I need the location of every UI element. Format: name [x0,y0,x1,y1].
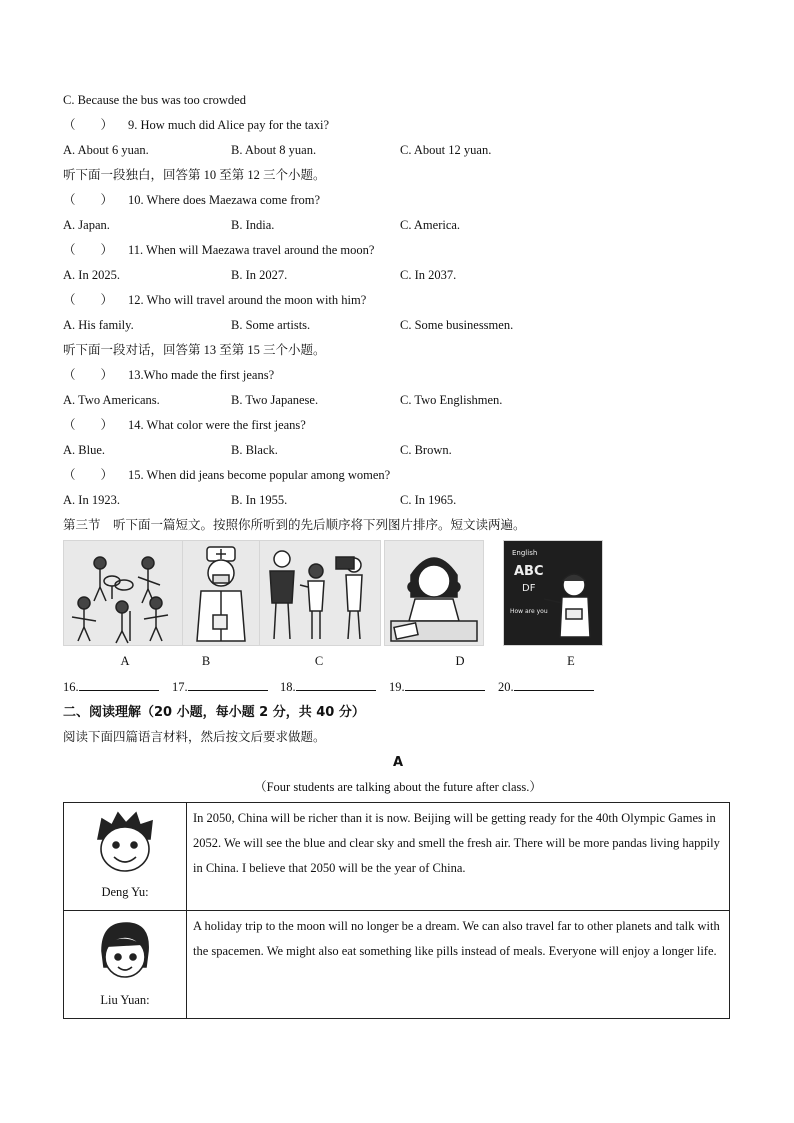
student-row [64,803,730,911]
blank-number: 18. [280,680,296,694]
option-b: B. In 1955. [231,493,288,507]
blank-number: 20. [498,680,514,694]
question-text: 9. How much did Alice pay for the taxi? [128,118,329,132]
interview-illustration [260,541,380,645]
students-table [63,802,730,1019]
picture-b-doctor [182,540,260,646]
blank-line[interactable] [79,676,159,691]
picture-label-d: D [455,654,465,668]
option-c: C. Brown. [400,443,452,457]
blank-number: 19. [389,680,405,694]
option-c: C. Two Englishmen. [400,393,503,407]
question-text: 15. When did jeans become popular among women? [128,468,391,482]
question-text: 12. Who will travel around the moon with him? [128,293,367,307]
blank-line[interactable] [514,676,594,691]
option-a: A. Japan. [63,218,110,232]
question-12 [63,288,733,313]
band-illustration [64,541,182,645]
option-c: C. Some businessmen. [400,318,514,332]
picture-c-interview [259,540,381,646]
student-cell [64,911,187,1019]
question-text: 13.Who made the first jeans? [128,368,275,382]
listening-instruction-2: 听下面一段对话，回答第 13 至第 15 三个小题。 [63,343,326,357]
board-word-greeting: How are you [510,608,548,615]
option-a: A. About 6 yuan. [63,143,149,157]
option-a: A. Two Americans. [63,393,160,407]
answer-paren[interactable]: （ ） [63,118,114,132]
option-b: B. Some artists. [231,318,311,332]
part-2-heading: 二、阅读理解（20 小题，每小题 2 分，共 40 分） [63,705,365,720]
question-text: 11. When will Maezawa travel around the moon? [128,243,375,257]
blackboard-illustration [504,541,602,645]
blank-line[interactable] [296,676,376,691]
doctor-illustration [183,541,259,645]
picture-label-b: B [201,654,211,668]
exam-page [63,88,733,1019]
question-9-options [63,138,733,163]
board-word-abc: ABC [514,564,544,579]
option-b: B. In 2027. [231,268,288,282]
picture-strip [63,540,733,648]
part-2-instruction: 阅读下面四篇语言材料，然后按文后要求做题。 [63,730,326,744]
question-11-options [63,263,733,288]
question-9 [63,113,733,138]
blank-17[interactable] [172,674,268,700]
picture-e-teacher-blackboard [503,540,603,646]
student-name: Deng Yu: [101,885,149,899]
question-text: 14. What color were the first jeans? [128,418,306,432]
student-cell [64,803,187,911]
question-14 [63,413,733,438]
picture-label-c: C [314,654,324,668]
question-11 [63,238,733,263]
option-b: B. India. [231,218,275,232]
question-15-options [63,488,733,513]
option-a: A. In 2025. [63,268,120,282]
question-10-options [63,213,733,238]
student-name: Liu Yuan: [100,993,150,1007]
answer-paren[interactable]: （ ） [63,193,114,207]
answer-paren[interactable]: （ ） [63,368,114,382]
option-c: C. America. [400,218,461,232]
option-a: A. In 1923. [63,493,120,507]
option-b: B. About 8 yuan. [231,143,317,157]
answer-paren[interactable]: （ ） [63,468,114,482]
question-10 [63,188,733,213]
q8-option-c: C. Because the bus was too crowded [63,93,246,107]
student-statement: A holiday trip to the moon will no longer be a dream. We can also travel far to other planets and talk with the spacemen. We might also eat something like pills instead of meals. Everyone will enjoy a longer life. [187,911,730,1019]
question-13 [63,363,733,388]
option-c: C. About 12 yuan. [400,143,492,157]
question-text: 10. Where does Maezawa come from? [128,193,321,207]
picture-labels [63,648,733,674]
section-3-instruction: 第三节 听下面一篇短文。按照你所听到的先后顺序将下列图片排序。短文读两遍。 [63,518,526,532]
passage-label: A [392,755,404,770]
blank-line[interactable] [405,676,485,691]
passage-intro: （Four students are talking about the future after class.） [254,780,542,794]
blank-18[interactable] [280,674,376,700]
studying-girl-illustration [385,541,483,645]
blank-number: 16. [63,680,79,694]
blank-20[interactable] [498,674,594,700]
picture-label-a: A [120,654,130,668]
picture-a-band [63,540,183,646]
option-c: C. In 2037. [400,268,457,282]
blank-19[interactable] [389,674,485,700]
question-12-options [63,313,733,338]
option-a: A. His family. [63,318,134,332]
picture-d-studying-girl [384,540,484,646]
answer-blanks [63,674,733,700]
blank-number: 17. [172,680,188,694]
question-14-options [63,438,733,463]
option-b: B. Two Japanese. [231,393,319,407]
option-b: B. Black. [231,443,278,457]
option-c: C. In 1965. [400,493,457,507]
question-15 [63,463,733,488]
answer-paren[interactable]: （ ） [63,293,114,307]
blank-line[interactable] [188,676,268,691]
option-a: A. Blue. [63,443,106,457]
blank-16[interactable] [63,674,159,700]
question-13-options [63,388,733,413]
answer-paren[interactable]: （ ） [63,418,114,432]
student-statement: In 2050, China will be richer than it is now. Beijing will be getting ready for the 40th Olympic Games in 2052. We will see the blue and clear sky and smell the fresh air. There will be more pandas living happily in China. I believe that 2050 will be the year of China. [187,803,730,911]
board-word-df: DF [522,583,536,594]
student-row [64,911,730,1019]
answer-paren[interactable]: （ ） [63,243,114,257]
girl-avatar [90,917,160,987]
listening-instruction-1: 听下面一段独白，回答第 10 至第 12 三个小题。 [63,168,326,182]
board-word-english: English [512,549,538,557]
boy-avatar [90,809,160,879]
picture-label-e: E [567,654,575,668]
